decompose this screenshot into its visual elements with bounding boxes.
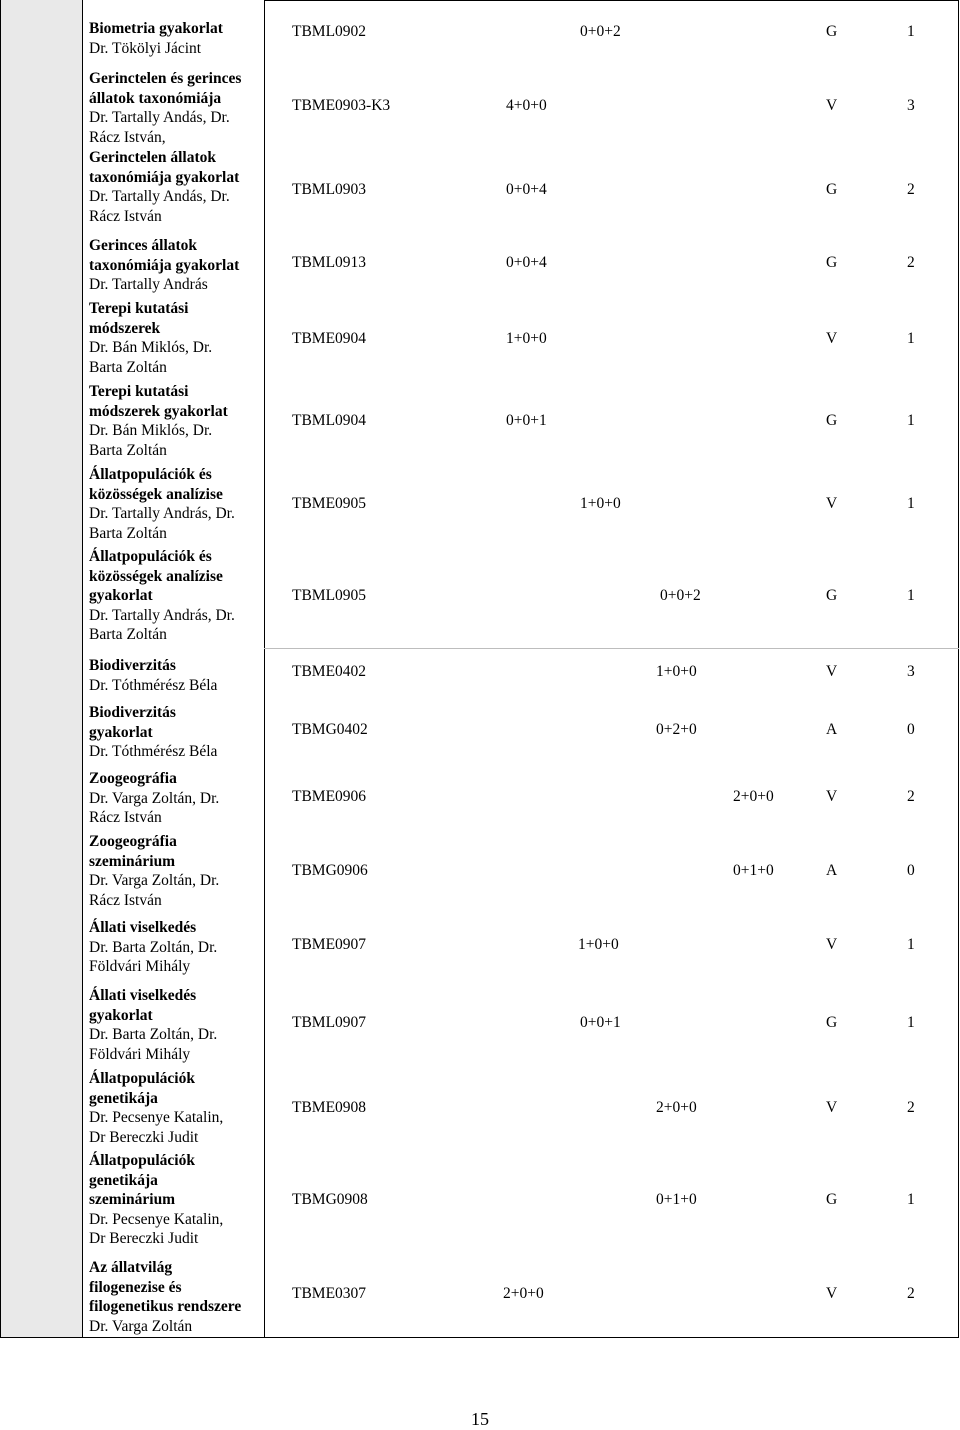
course-lecturer: Földvári Mihály: [89, 1045, 191, 1063]
course-lecturer: Barta Zoltán: [89, 358, 167, 376]
credit-value: 1: [907, 587, 915, 604]
course-lecturer: Dr. Tartally András, Dr.: [89, 606, 235, 624]
course-title: módszerek: [89, 319, 161, 337]
course-lecturer: Dr. Tartally Andás, Dr.: [89, 188, 230, 205]
course-code: TBMG0908: [292, 1191, 368, 1208]
course-code: TBME0905: [292, 495, 367, 512]
credit-value: 1: [907, 330, 915, 347]
course-lecturer: Dr. Tartally András, Dr.: [89, 505, 235, 522]
course-hours: 0+1+0: [733, 862, 774, 879]
course-lecturer: Rácz István: [89, 809, 162, 826]
course-cell: [89, 703, 264, 762]
course-title: Állati viselkedés: [89, 919, 197, 936]
exam-type: G: [826, 23, 838, 40]
course-cell: [89, 236, 264, 295]
course-title: genetikája: [89, 1171, 158, 1189]
course-code: TBML0907: [292, 1014, 367, 1031]
course-title: szeminárium: [89, 1191, 176, 1208]
course-lecturer: Barta Zoltán: [89, 626, 167, 643]
exam-type: G: [826, 254, 838, 271]
course-title: taxonómiája gyakorlat: [89, 256, 240, 274]
course-hours: 0+0+2: [580, 23, 621, 40]
course-hours: 0+0+4: [506, 181, 547, 198]
course-cell: [89, 69, 264, 147]
course-hours: 2+0+0: [733, 788, 774, 805]
course-title: Gerinctelen állatok: [89, 149, 216, 166]
course-cell: [89, 1069, 264, 1147]
course-title: Biodiverzitás: [89, 704, 176, 721]
exam-type: V: [826, 495, 838, 512]
credit-value: 3: [907, 97, 915, 114]
exam-type: V: [826, 97, 838, 114]
course-code: TBME0907: [292, 936, 367, 953]
column-divider: [264, 0, 265, 1338]
exam-type: A: [826, 721, 838, 738]
course-cell: [89, 148, 264, 226]
course-title: módszerek gyakorlat: [89, 402, 228, 420]
course-code: TBME0402: [292, 663, 367, 680]
course-lecturer: Dr. Varga Zoltán: [89, 1317, 193, 1335]
exam-type: G: [826, 181, 838, 198]
course-code: TBME0904: [292, 330, 367, 347]
credit-value: 2: [907, 1099, 915, 1116]
course-cell: [89, 1151, 264, 1249]
course-cell: [89, 465, 264, 543]
course-lecturer: Dr. Tartally Andás, Dr.: [89, 109, 230, 126]
exam-type: G: [826, 1014, 838, 1031]
course-code: TBML0903: [292, 181, 367, 198]
course-title: gyakorlat: [89, 723, 153, 741]
course-code: TBME0908: [292, 1099, 367, 1116]
course-lecturer: Dr. Tóthmérész Béla: [89, 743, 218, 760]
table-bottom-border: [0, 1337, 959, 1338]
course-lecturer: Rácz István,: [89, 128, 166, 146]
course-code: TBME0307: [292, 1285, 367, 1302]
course-hours: 1+0+0: [578, 936, 619, 953]
course-title: Biodiverzitás: [89, 657, 176, 674]
course-title: gyakorlat: [89, 587, 153, 604]
course-title: filogenetikus rendszere: [89, 1298, 242, 1315]
course-title: Állatpopulációk: [89, 1070, 195, 1087]
course-title: Állatpopulációk és: [89, 466, 212, 483]
course-lecturer: Dr. Barta Zoltán, Dr.: [89, 938, 218, 956]
course-cell: [89, 986, 264, 1064]
exam-type: V: [826, 788, 838, 805]
credit-value: 2: [907, 788, 915, 805]
credit-value: 1: [907, 495, 915, 512]
course-title: állatok taxonómiája: [89, 89, 222, 107]
course-code: TBML0904: [292, 412, 367, 429]
course-code: TBME0906: [292, 788, 367, 805]
course-code: TBMG0906: [292, 862, 368, 879]
course-hours: 4+0+0: [506, 97, 547, 114]
table-right-border: [958, 0, 959, 1338]
credit-value: 1: [907, 1014, 915, 1031]
course-hours: 0+0+2: [660, 587, 701, 604]
course-title: gyakorlat: [89, 1006, 153, 1024]
course-hours: 0+0+4: [506, 254, 547, 271]
course-cell: [89, 1258, 264, 1336]
course-title: Terepi kutatási: [89, 300, 189, 317]
credit-value: 3: [907, 663, 915, 680]
exam-type: G: [826, 1191, 838, 1208]
exam-type: V: [826, 1099, 838, 1116]
credit-value: 2: [907, 1285, 915, 1302]
course-title: közösségek analízise: [89, 567, 223, 585]
course-cell: [89, 918, 264, 977]
credit-value: 2: [907, 181, 915, 198]
exam-type: G: [826, 412, 838, 429]
course-hours: 2+0+0: [503, 1285, 544, 1302]
shaded-left-column: [0, 0, 83, 1338]
exam-type: G: [826, 587, 838, 604]
course-hours: 0+1+0: [656, 1191, 697, 1208]
course-lecturer: Dr. Pecsenye Katalin,: [89, 1109, 224, 1126]
course-cell: [89, 547, 264, 645]
course-code: TBML0902: [292, 23, 367, 40]
exam-type: V: [826, 1285, 838, 1302]
course-title: genetikája: [89, 1089, 158, 1107]
course-lecturer: Dr. Tartally András: [89, 276, 208, 293]
course-cell: [89, 299, 264, 377]
section-divider: [264, 648, 959, 649]
course-hours: 0+0+1: [580, 1014, 621, 1031]
course-title: Terepi kutatási: [89, 383, 189, 400]
course-code: TBML0905: [292, 587, 367, 604]
course-lecturer: Dr. Varga Zoltán, Dr.: [89, 872, 220, 889]
course-title: Állatpopulációk és: [89, 548, 212, 565]
course-cell: [89, 769, 264, 828]
course-cell: [89, 382, 264, 460]
course-title: Állati viselkedés: [89, 987, 197, 1004]
credit-value: 1: [907, 936, 915, 953]
exam-type: V: [826, 663, 838, 680]
course-title: filogenezise és: [89, 1278, 182, 1296]
course-title: szeminárium: [89, 852, 176, 870]
course-lecturer: Dr Bereczki Judit: [89, 1230, 199, 1247]
course-lecturer: Dr. Varga Zoltán, Dr.: [89, 789, 220, 807]
course-cell: [89, 656, 264, 695]
course-title: közösségek analízise: [89, 485, 223, 503]
course-lecturer: Dr. Pecsenye Katalin,: [89, 1210, 224, 1228]
course-title: Állatpopulációk: [89, 1152, 195, 1169]
course-lecturer: Barta Zoltán: [89, 441, 167, 459]
course-hours: 1+0+0: [506, 330, 547, 347]
course-hours: 1+0+0: [656, 663, 697, 680]
course-cell: [89, 19, 264, 58]
credit-value: 1: [907, 1191, 915, 1208]
course-title: Zoogeográfia: [89, 833, 177, 850]
course-hours: 1+0+0: [580, 495, 621, 512]
course-code: TBML0913: [292, 254, 367, 271]
course-hours: 0+2+0: [656, 721, 697, 738]
exam-type: A: [826, 862, 838, 879]
course-lecturer: Barta Zoltán: [89, 524, 167, 542]
course-title: Biometria gyakorlat: [89, 20, 223, 37]
credit-value: 0: [907, 862, 915, 879]
course-lecturer: Dr. Bán Miklós, Dr.: [89, 422, 213, 439]
credit-value: 1: [907, 412, 915, 429]
exam-type: V: [826, 936, 838, 953]
course-hours: 0+0+1: [506, 412, 547, 429]
course-lecturer: Dr. Tökölyi Jácint: [89, 39, 202, 57]
course-title: Gerinces állatok: [89, 237, 198, 254]
course-lecturer: Rácz István: [89, 891, 162, 909]
course-lecturer: Földvári Mihály: [89, 958, 191, 975]
course-code: TBMG0402: [292, 721, 368, 738]
course-hours: 2+0+0: [656, 1099, 697, 1116]
credit-value: 0: [907, 721, 915, 738]
course-lecturer: Dr. Barta Zoltán, Dr.: [89, 1026, 218, 1043]
exam-type: V: [826, 330, 838, 347]
course-title: Zoogeográfia: [89, 770, 177, 787]
course-lecturer: Dr. Tóthmérész Béla: [89, 676, 218, 694]
course-lecturer: Rácz István: [89, 207, 162, 225]
course-cell: [89, 832, 264, 910]
table-top-border: [264, 0, 959, 1]
page-number: 15: [471, 1409, 489, 1429]
credit-value: 1: [907, 23, 915, 40]
course-title: taxonómiája gyakorlat: [89, 168, 240, 186]
credit-value: 2: [907, 254, 915, 271]
course-title: Az állatvilág: [89, 1259, 173, 1276]
course-code: TBME0903-K3: [292, 97, 391, 114]
course-title: Gerinctelen és gerinces: [89, 70, 242, 87]
course-lecturer: Dr Bereczki Judit: [89, 1128, 199, 1146]
course-lecturer: Dr. Bán Miklós, Dr.: [89, 339, 213, 356]
